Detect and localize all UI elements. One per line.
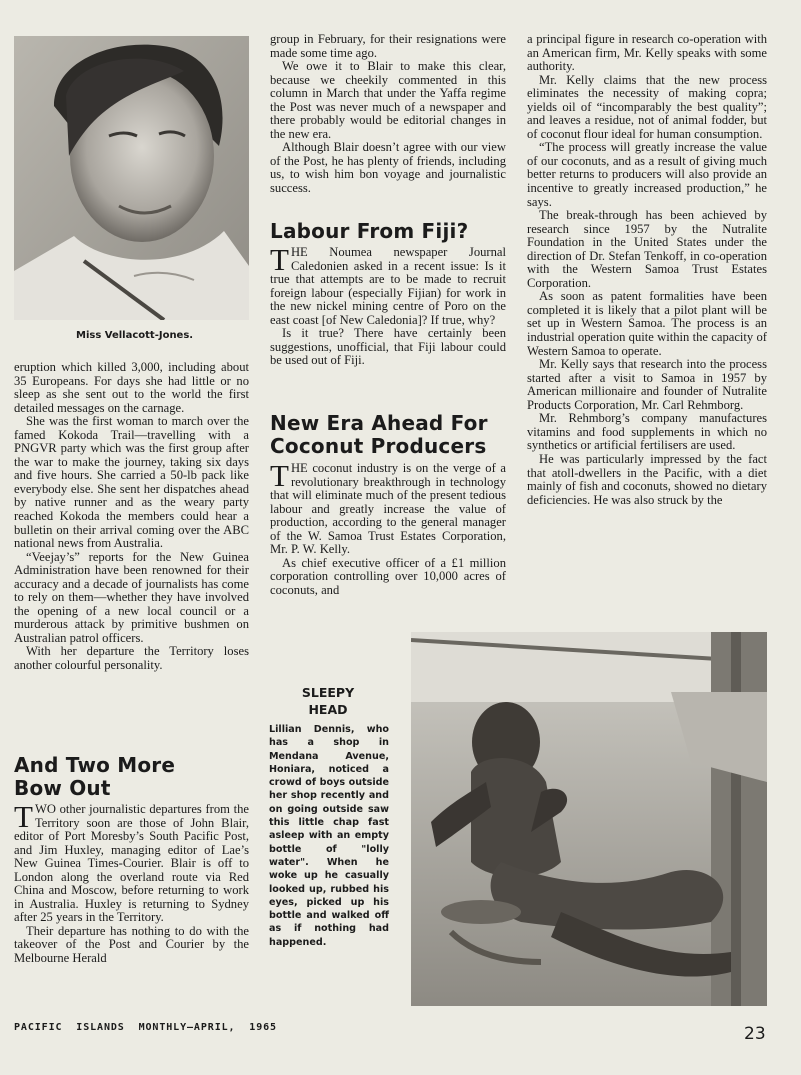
- portrait-caption: Miss Vellacott-Jones.: [76, 330, 194, 341]
- paragraph: Is it true? There have certainly been suggestions, unofficial, that Fiji labour could be used out of Fiji.: [270, 326, 506, 368]
- coconut-article: [270, 458, 506, 597]
- paragraph: He was particularly impressed by the fact that atoll-dwellers in the Pacific, with a diet mainly of fish and coconuts, showed no dietary deficiencies. He was also struck by the: [527, 451, 767, 507]
- page-number: 23: [744, 1024, 766, 1044]
- paragraph: THE coconut industry is on the verge of a revolutionary breakthrough in technology that will eliminate much of the present tedious labour and greatly increase the value of production, according to the general manager of the W. Samoa Trust Estates Corporation, Mr. P. W. Kelly.: [270, 458, 506, 557]
- paragraph: As chief executive officer of a £1 million corporation controlling over 10,000 acres of coconuts, and: [270, 555, 506, 597]
- headline-coconut: New Era Ahead For Coconut Producers: [270, 411, 488, 458]
- portrait-photo: [14, 36, 249, 320]
- headline-labour-fiji: Labour From Fiji?: [270, 219, 469, 243]
- paragraph: group in February, for their resignations were made some time ago.: [270, 32, 506, 60]
- paragraph: Although Blair doesn’t agree with our view of the Post, he has plenty of friends, including us, to wish him bon voyage and journalistic success.: [270, 140, 506, 196]
- portrait-image: [14, 36, 249, 320]
- column-1-text: [14, 361, 249, 673]
- drop-cap: T: [270, 242, 289, 277]
- column-2-text: [270, 33, 506, 196]
- paragraph: Mr. Rehmborg’s company manufactures vitamins and food supplements in which no synthetics or artificial fertilisers are used.: [527, 411, 767, 453]
- paragraph: “Veejay’s” reports for the New Guinea Administration have been renowned for their accuracy and a decade of journalists has come to rely on them—whether they have involved the opening of a new local council or a murderous attack by primitive bushmen on Australian patrol officers.: [14, 549, 249, 645]
- paragraph: She was the first woman to march over the famed Kokoda Trail—travelling with a PNGVR party which was the first group after the war to make the journey, taking six days and five hours. She carried a 50-lb pack like everybody else. She sent her dispatches ahead by native runner and as the weary party reached Kokoda the members could hear a bulletin on their arrival coming over the ABC national news from Australia.: [14, 414, 249, 551]
- sleeping-boy-image: [411, 632, 767, 1006]
- paragraph: Mr. Kelly says that research into the process started after a visit to Samoa in 1957 by American millionaire and founder of Nutralite Products Corporation, Mr. Carl Rehmborg.: [527, 357, 767, 412]
- headline-two-more: And Two More Bow Out: [14, 753, 176, 800]
- column-3-text: [527, 33, 767, 507]
- paragraph: The break-through has been achieved by research since 1957 by the Nutralite Foundation in the United States under the direction of Dr. Stefan Tenkoff, in co-operation with the Western Samoa Trust Estates Corporation.: [527, 208, 767, 290]
- drop-cap: T: [14, 799, 33, 834]
- sleepy-head-title: SLEEPY HEAD: [301, 685, 355, 717]
- fiji-article: [270, 242, 506, 368]
- paragraph: We owe it to Blair to make this clear, because we cheekily commented in this column in March that under the Yaffa regime the Post was never much of a newspaper and there probably would be editorial changes in the new era.: [270, 59, 506, 141]
- drop-cap: T: [270, 458, 289, 493]
- paragraph: eruption which killed 3,000, including about 35 Europeans. For days she had little or no sleep as she sent out to the world the first detailed messages on the carnage.: [14, 360, 249, 415]
- sleepy-head-caption: Lillian Dennis, who has a shop in Mendana Avenue, Honiara, noticed a crowd of boys outside her shop recently and on going outside saw this little chap fast asleep with an empty bottle of "lolly water". When he woke up he casually looked up, rubbed his eyes, picked up his bottle and walked off as if nothing had happened.: [269, 724, 389, 948]
- paragraph: Their departure has nothing to do with the takeover of the Post and Courier by the Melbourne Herald: [14, 923, 249, 966]
- paragraph: Mr. Kelly claims that the new process eliminates the necessity of making copra; yields oil of “incomparably the best quality”; and leaves a residue, not of animal fodder, but of coconut flour ideal for human consumption.: [527, 72, 767, 141]
- sleeping-boy-photo: [411, 632, 767, 1006]
- footer-masthead: PACIFIC ISLANDS MONTHLY—APRIL, 1965: [14, 1022, 277, 1033]
- paragraph: With her departure the Territory loses another colourful personality.: [14, 644, 249, 673]
- paragraph: “The process will greatly increase the value of our coconuts, and as a result of giving much better returns to producers will also provide an incentive to greatly increased production,” he says.: [527, 140, 767, 209]
- two-more-article: [14, 799, 249, 966]
- paragraph: TWO other journalistic departures from the Territory soon are those of John Blair, editor of Port Moresby’s South Pacific Post, and Jim Huxley, managing editor of Lae’s New Guinea Times-Courier. Blair is off to London along the overland route via Red China and Moscow, before returning to work in Australia. Huxley is returning to Sydney after 25 years in the Territory.: [14, 799, 249, 925]
- paragraph: THE Noumea newspaper Journal Caledonien asked in a recent issue: Is it true that attempts are to be made to recruit foreign labour (especially Fijian) for work in the new nickel mining centre of Poro on the east coast [of New Caledonia]? If true, why?: [270, 242, 506, 327]
- paragraph: As soon as patent formalities have been completed it is likely that a pilot plant will be set up in Western Samoa. The process is an industrial operation quite within the capacity of Western Samoa to operate.: [527, 289, 767, 358]
- paragraph: a principal figure in research co-operation with an American firm, Mr. Kelly speaks with some authority.: [527, 32, 767, 74]
